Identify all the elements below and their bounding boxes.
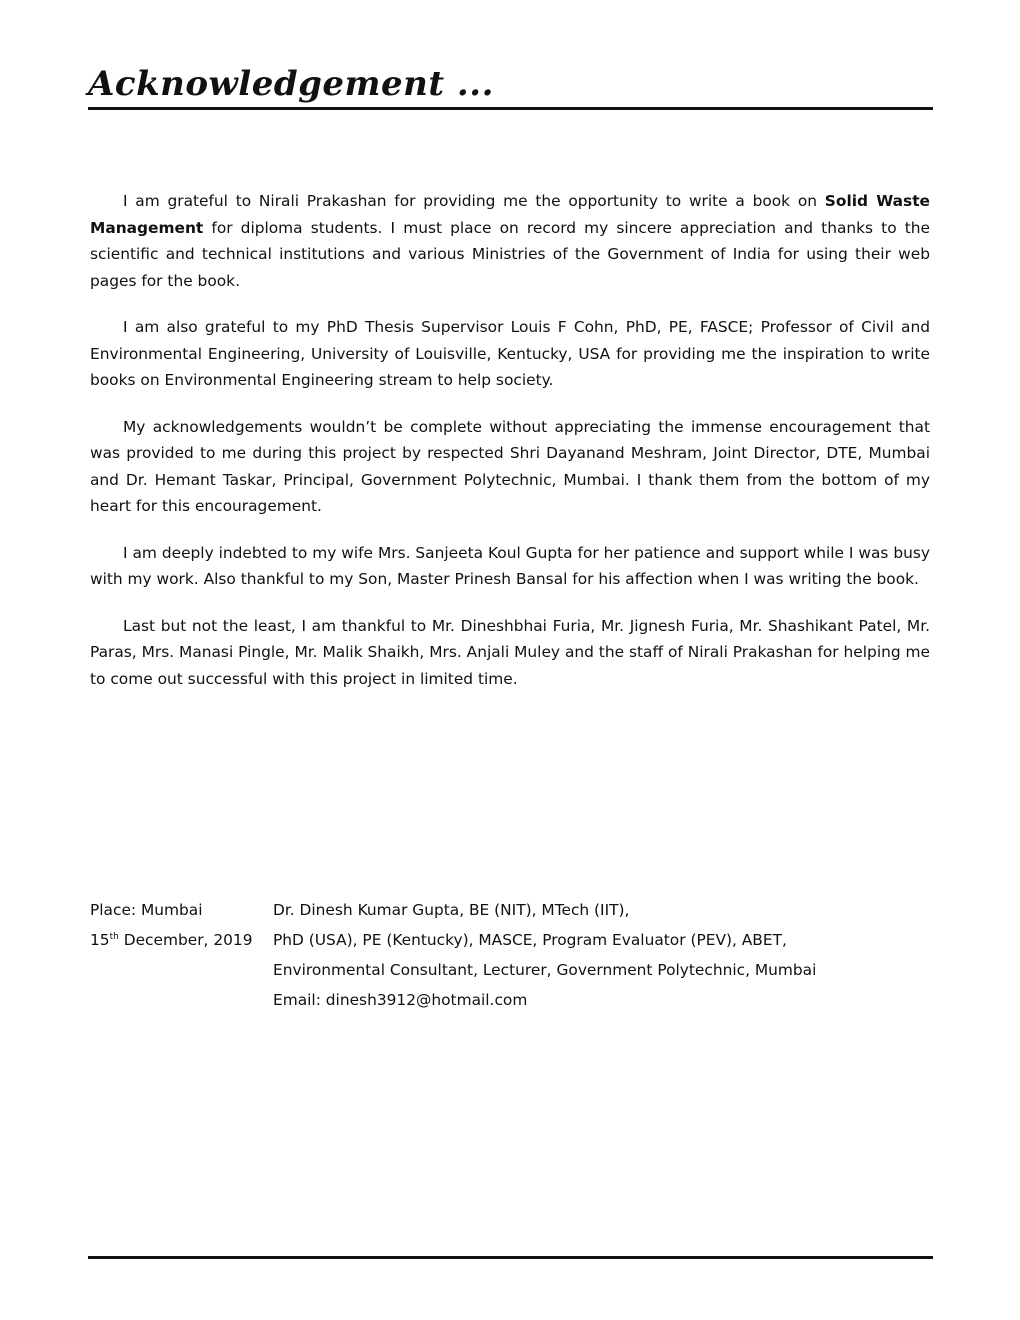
signature-row-1: [90, 898, 850, 928]
paragraph-1-end: for diploma students. I must place on record my sincere appreciation and thanks to the scientific and technical institutions and various Ministries of the Government of India for using their web pages for the book.: [90, 218, 930, 290]
acknowledgement-body: [90, 188, 930, 712]
date-day: 15: [90, 931, 110, 949]
author-position-line: Environmental Consultant, Lecturer, Government Polytechnic, Mumbai: [273, 961, 817, 979]
signature-block: [90, 898, 850, 1018]
author-email-line: Email: dinesh3912@hotmail.com: [273, 991, 528, 1009]
signature-row-2: [90, 928, 850, 958]
title-underline: [88, 107, 933, 110]
date-month-year: December, 2019: [118, 931, 253, 949]
date-suffix: th: [109, 932, 119, 942]
paragraph-2: I am also grateful to my PhD Thesis Supervisor Louis F Cohn, PhD, PE, FASCE; Professor of Civil and Environmental Engineering, University of Louisville, Kentucky, USA for providing me the inspiration to write books on Environmental Engineering stream to help society.: [90, 318, 930, 389]
paragraph-4: I am deeply indebted to my wife Mrs. Sanjeeta Koul Gupta for her patience and support while I was busy with my work. Also thankful to my Son, Master Prinesh Bansal for his affection when I was writing the book.: [90, 543, 930, 588]
book-title-bold: Solid Waste Management: [90, 192, 930, 237]
page-title: Acknowledgement ...: [88, 64, 494, 104]
signature-row-4: [90, 988, 850, 1018]
place-label: Place: Mumbai: [90, 901, 203, 919]
paragraph-1: [90, 188, 930, 294]
author-credentials-line: PhD (USA), PE (Kentucky), MASCE, Program Evaluator (PEV), ABET,: [273, 931, 787, 949]
author-name-line: Dr. Dinesh Kumar Gupta, BE (NIT), MTech (IIT),: [273, 901, 630, 919]
paragraph-1-start: I am grateful to Nirali Prakashan for providing me the opportunity to write a book on: [123, 192, 825, 210]
paragraph-3: My acknowledgements wouldn’t be complete without appreciating the immense encouragement that was provided to me during this project by respected Shri Dayanand Meshram, Joint Director, DTE, Mumbai and Dr. Hemant Taskar, Principal, Government Polytechnic, Mumbai. I thank them from the bottom of my heart for this encouragement.: [90, 417, 930, 515]
paragraph-5: Last but not the least, I am thankful to Mr. Dineshbhai Furia, Mr. Jignesh Furia, Mr. Shashikant Patel, Mr. Paras, Mrs. Manasi Pingle, Mr. Malik Shaikh, Mrs. Anjali Muley and the staff of Nirali Prakashan for helping me to come out successful with this project in limited time.: [90, 616, 930, 688]
date-label: [90, 928, 273, 958]
signature-row-3: [90, 958, 850, 988]
footer-rule: [88, 1256, 933, 1259]
